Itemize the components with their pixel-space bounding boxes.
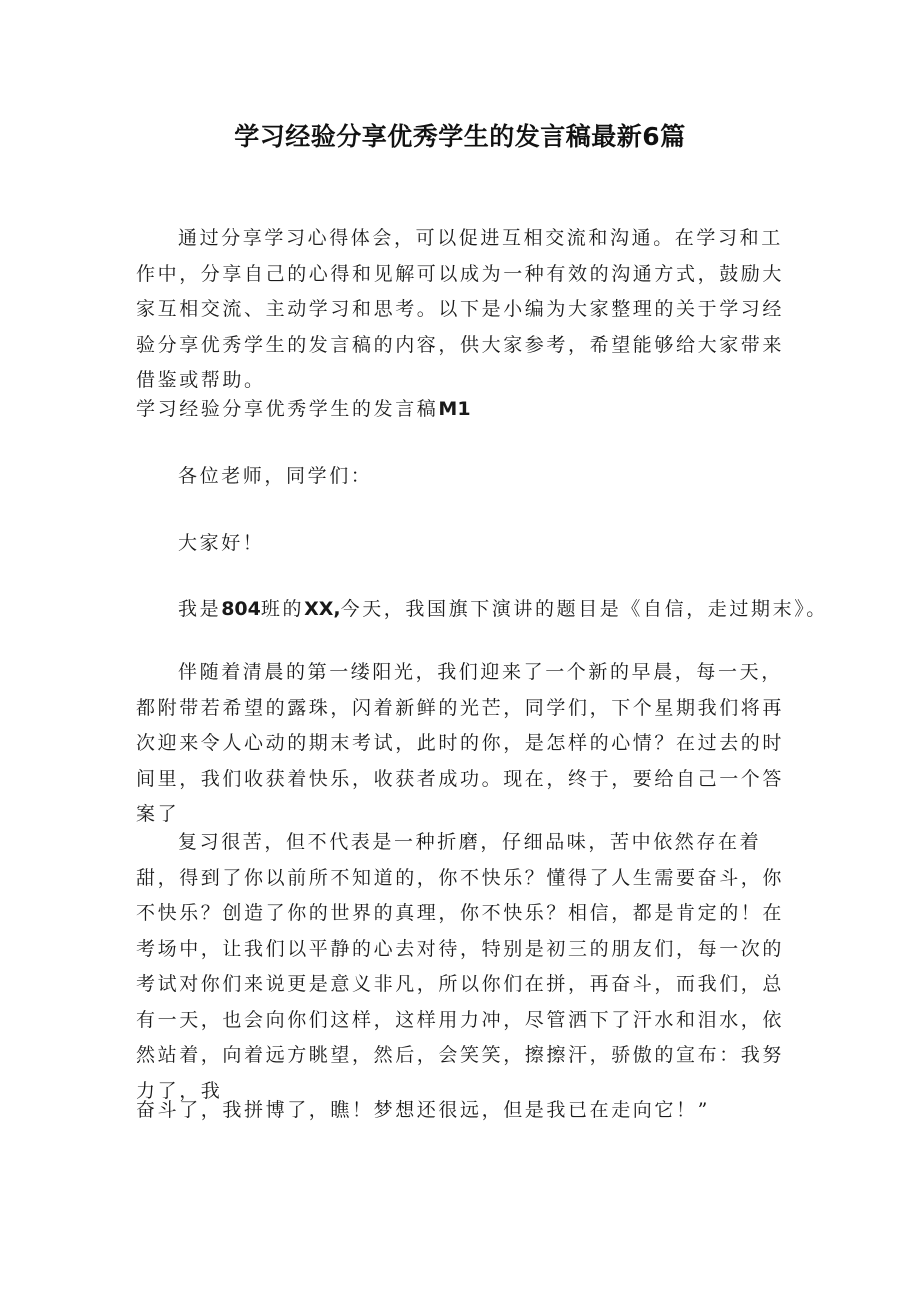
section-heading [136, 392, 816, 427]
self-intro-prefix: 我是 [178, 598, 222, 620]
document-title: 学习经验分享优秀学生的发言稿最新6篇 [234, 122, 686, 151]
intro-paragraph: 通过分享学习心得体会，可以促进互相交流和沟通。在学习和工作中，分享自己的心得和见解可以成为一种有效的沟通方式，鼓励大家互相交流、主动学习和思考。以下是小编为大家整理的关于学习经验分享优秀学生的发言稿的内容，供大家参考，希望能够给大家带来借鉴或帮助。 [136, 227, 785, 391]
closing-paragraph: 奋斗了，我拼博了，瞧！梦想还很远，但是我已在走向它！” [136, 1099, 710, 1121]
self-intro-suffix: 今天，我国旗下演讲的题目是《自信，走过期末》。 [340, 598, 828, 620]
greeting-line: 各位老师，同学们： [178, 465, 373, 487]
review-paragraph: 复习很苦，但不代表是一种折磨，仔细品味，苦中依然存在着甜，得到了你以前所不知道的，你不快乐？懂得了人生需要奋斗，你不快乐？创造了你的世界的真理，你不快乐？相信，都是肯定的！在考场中，让我们以平静的心去对待，特别是初三的朋友们，每一次的考试对你们来说更是意义非凡，所以你们在拼，再奋斗，而我们，总有一天，也会向你们这样，这样用力冲，尽管洒下了汗水和泪水，依然站着，向着远方眺望，然后，会笑笑，擦擦汗，骄傲的宣布：我努力了，我 [136, 831, 785, 1102]
morning-paragraph: 伴随着清晨的第一缕阳光，我们迎来了一个新的早晨，每一天，都附带若希望的露珠，闪着新鲜的光芒，同学们，下个星期我们将再次迎来令人心动的期末考试，此时的你，是怎样的心情？在过去的时间里，我们收获着快乐，收获者成功。现在，终于，要给自己一个答案了 [136, 661, 785, 825]
section-heading-number: M1 [438, 398, 471, 420]
class-number: 804 [221, 598, 261, 620]
student-name: XX, [304, 598, 341, 620]
self-intro-middle: 班的 [260, 598, 305, 620]
self-intro-line [178, 592, 858, 627]
section-heading-text: 学习经验分享优秀学生的发言稿 [136, 398, 439, 420]
hello-line: 大家好！ [178, 532, 265, 554]
